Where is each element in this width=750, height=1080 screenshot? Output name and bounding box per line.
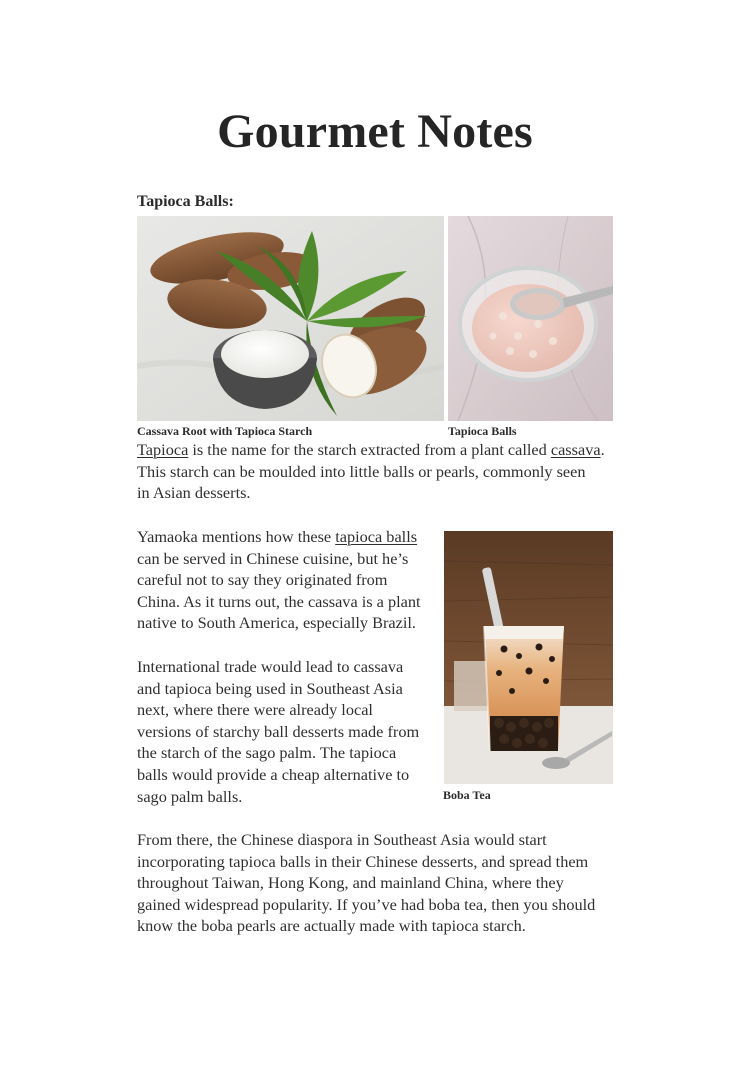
tapioca-balls-link[interactable]: tapioca balls xyxy=(335,527,418,546)
cassava-root-image xyxy=(137,216,444,421)
tapioca-balls-caption: Tapioca Balls xyxy=(448,424,517,438)
paragraph-2: Yamaoka mentions how these tapioca balls can be served in Chinese cuisine, but he’s careful not to say they originated from China. As it turns out, the cassava is a plant native to South America, especially Brazil. xyxy=(137,527,421,633)
cassava-caption: Cassava Root with Tapioca Starch xyxy=(137,424,313,438)
section-heading: Tapioca Balls: xyxy=(137,193,234,210)
tapioca-link[interactable]: Tapioca xyxy=(137,440,189,459)
page-title: Gourmet Notes xyxy=(217,105,533,158)
tapioca-balls-image xyxy=(448,216,613,421)
paragraph-1: Tapioca is the name for the starch extracted from a plant called cassava. This starch can be moulded into little balls or pearls, commonly seen in Asian desserts. xyxy=(137,440,605,503)
cassava-link[interactable]: cassava xyxy=(550,440,601,459)
boba-tea-image xyxy=(444,531,613,784)
boba-tea-caption: Boba Tea xyxy=(443,788,491,802)
paragraph-4: From there, the Chinese diaspora in Southeast Asia would start incorporating tapioca balls in their Chinese desserts, and spread them throughout Taiwan, Hong Kong, and mainland China, where they gained widespread popularity. If you’ve had boba tea, then you should know the boba pearls are actually made with tapioca starch. xyxy=(137,830,596,936)
paragraph-3: International trade would lead to cassava and tapioca being used in Southeast Asia next, where there were already local versions of starchy ball desserts made from the starch of the sago palm. The tapioca balls would provide a cheap alternative to sago palm balls. xyxy=(137,657,420,806)
